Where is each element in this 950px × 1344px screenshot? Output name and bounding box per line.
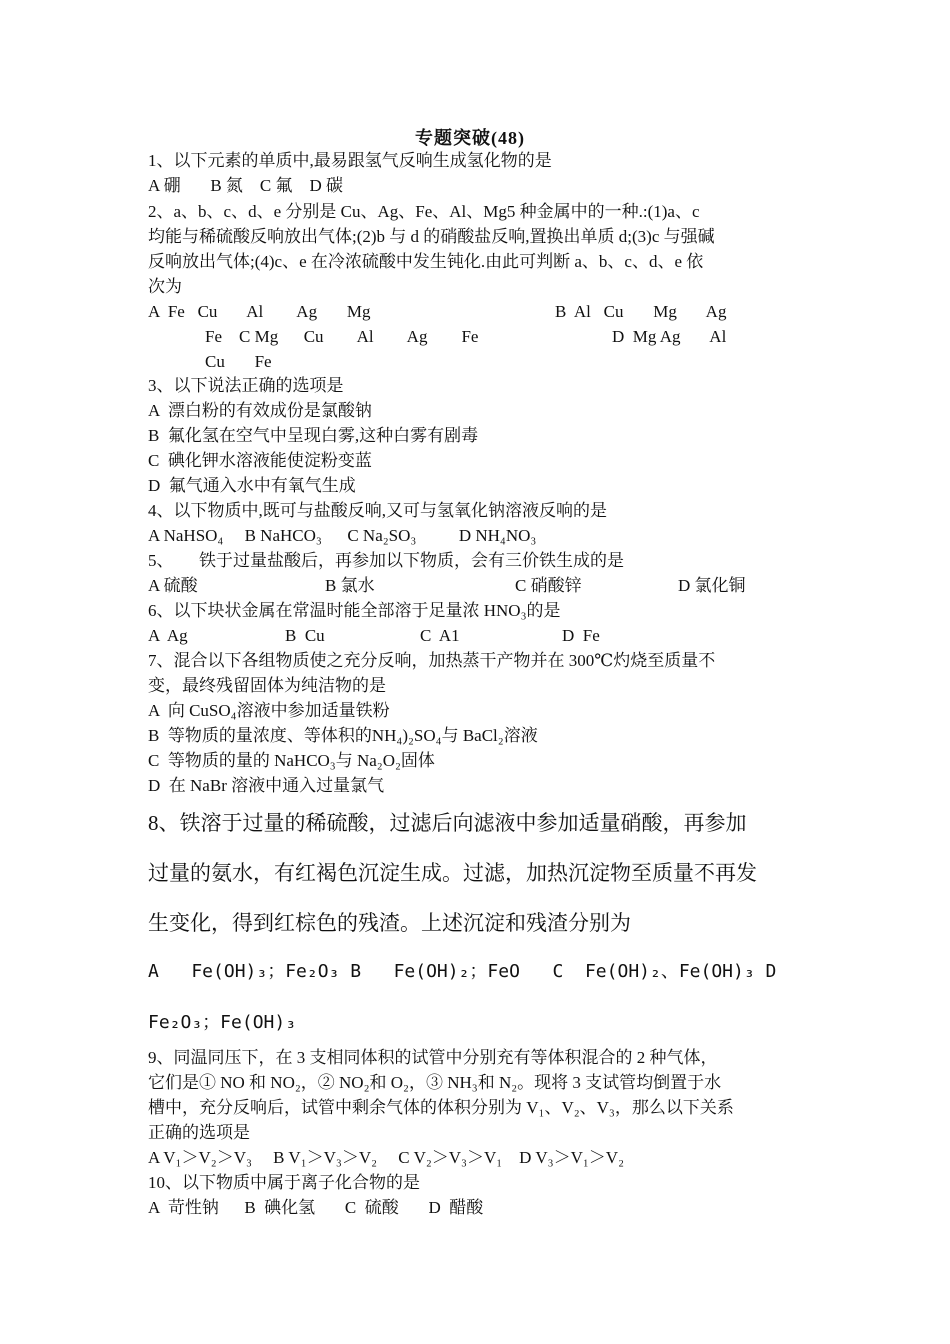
q10-options: A 苛性钠 B 碘化氢 C 硫酸 D 醋酸 (148, 1198, 484, 1217)
page-title: 专题突破(48) (415, 128, 525, 148)
q8-option-d-cont: Fe₂O₃；Fe(OH)₃ (148, 1012, 297, 1033)
q7-option-b: B 等物质的量浓度、等体积的NH₄)₂SO₄与 BaCl₂溶液 (148, 726, 538, 745)
q6-option-c: C A1 (420, 626, 460, 645)
q1-options: A 硼 B 氮 C 氟 D 碳 (148, 176, 344, 195)
q2-option-b: B Al Cu Mg Ag (555, 302, 727, 321)
q5-option-d: D 氯化铜 (678, 576, 746, 595)
q10-stem: 10、以下物质中属于离子化合物的是 (148, 1173, 420, 1192)
q9-line-3: 槽中，充分反响后，试管中剩余气体的体积分别为 V₁、V₂、V₃，那么以下关系 (148, 1098, 734, 1117)
q8-options: A Fe(OH)₃；Fe₂O₃ B Fe(OH)₂；FeO C Fe(OH)₂、Fe(OH)₃ D (148, 961, 777, 982)
q6-option-a: A Ag (148, 626, 188, 645)
q7-line-1: 7、混合以下各组物质使之充分反响，加热蒸干产物并在 300℃灼烧至质量不 (148, 651, 716, 670)
q7-option-d: D 在 NaBr 溶液中通入过量氯气 (148, 776, 385, 795)
q6-option-d: D Fe (562, 626, 600, 645)
q2-option-d: D Mg Ag Al (612, 327, 727, 346)
q9-line-1: 9、同温同压下，在 3 支相同体积的试管中分别充有等体积混合的 2 种气体， (148, 1048, 718, 1067)
q2-option-b-cont-c: Fe C Mg Cu Al Ag Fe (205, 327, 479, 346)
q7-option-c: C 等物质的量的 NaHCO₃与 Na₂O₂固体 (148, 751, 435, 770)
q4-stem: 4、以下物质中,既可与盐酸反响,又可与氢氧化钠溶液反响的是 (148, 501, 607, 520)
q3-stem: 3、以下说法正确的选项是 (148, 376, 344, 395)
q3-option-d: D 氟气通入水中有氧气生成 (148, 476, 356, 495)
q8-line-1: 8、铁溶于过量的稀硫酸，过滤后向滤液中参加适量硝酸，再参加 (148, 811, 747, 835)
q7-option-a: A 向 CuSO₄溶液中参加适量铁粉 (148, 701, 390, 720)
q2-line-4: 次为 (148, 277, 182, 296)
q3-option-a: A 漂白粉的有效成份是氯酸钠 (148, 401, 372, 420)
q3-option-c: C 碘化钾水溶液能使淀粉变蓝 (148, 451, 372, 470)
q5-option-a: A 硫酸 (148, 576, 198, 595)
q6-option-b: B Cu (285, 626, 325, 645)
q2-line-2: 均能与稀硫酸反响放出气体;(2)b 与 d 的硝酸盐反响,置换出单质 d;(3)c 与强碱 (148, 227, 715, 246)
q9-line-4: 正确的选项是 (148, 1123, 250, 1142)
q2-option-a: A Fe Cu Al Ag Mg (148, 302, 371, 321)
q2-line-3: 反响放出气体;(4)c、e 在冷浓硫酸中发生钝化.由此可判断 a、b、c、d、e 依 (148, 252, 704, 271)
q4-options: A NaHSO₄ B NaHCO₃ C Na₂SO₃ D NH₄NO₃ (148, 526, 537, 545)
q2-option-d-cont: Cu Fe (205, 352, 272, 371)
q1-stem: 1、以下元素的单质中,最易跟氢气反响生成氢化物的是 (148, 151, 552, 170)
q3-option-b: B 氟化氢在空气中呈现白雾,这种白雾有剧毒 (148, 426, 479, 445)
q9-options: A V₁＞V₂＞V₃ B V₁＞V₃＞V₂ C V₂＞V₃＞V₁ D V₃＞V₁＞V₂ (148, 1148, 625, 1167)
q9-line-2: 它们是① NO 和 NO₂，② NO₂和 O₂，③ NH₃和 N₂。现将 3 支试管均倒置于水 (148, 1073, 722, 1092)
q5-stem: 5、 铁于过量盐酸后，再参加以下物质，会有三价铁生成的是 (148, 551, 624, 570)
q8-line-2: 过量的氨水，有红褐色沉淀生成。过滤，加热沉淀物至质量不再发 (148, 861, 757, 885)
q5-option-c: C 硝酸锌 (515, 576, 582, 595)
q8-line-3: 生变化，得到红棕色的残渣。上述沉淀和残渣分别为 (148, 911, 631, 935)
q5-option-b: B 氯水 (325, 576, 375, 595)
q2-line-1: 2、a、b、c、d、e 分别是 Cu、Ag、Fe、Al、Mg5 种金属中的一种.:(1)a、c (148, 202, 700, 221)
q6-stem: 6、以下块状金属在常温时能全部溶于足量浓 HNO₃的是 (148, 601, 561, 620)
q7-line-2: 变，最终残留固体为纯洁物的是 (148, 676, 386, 695)
